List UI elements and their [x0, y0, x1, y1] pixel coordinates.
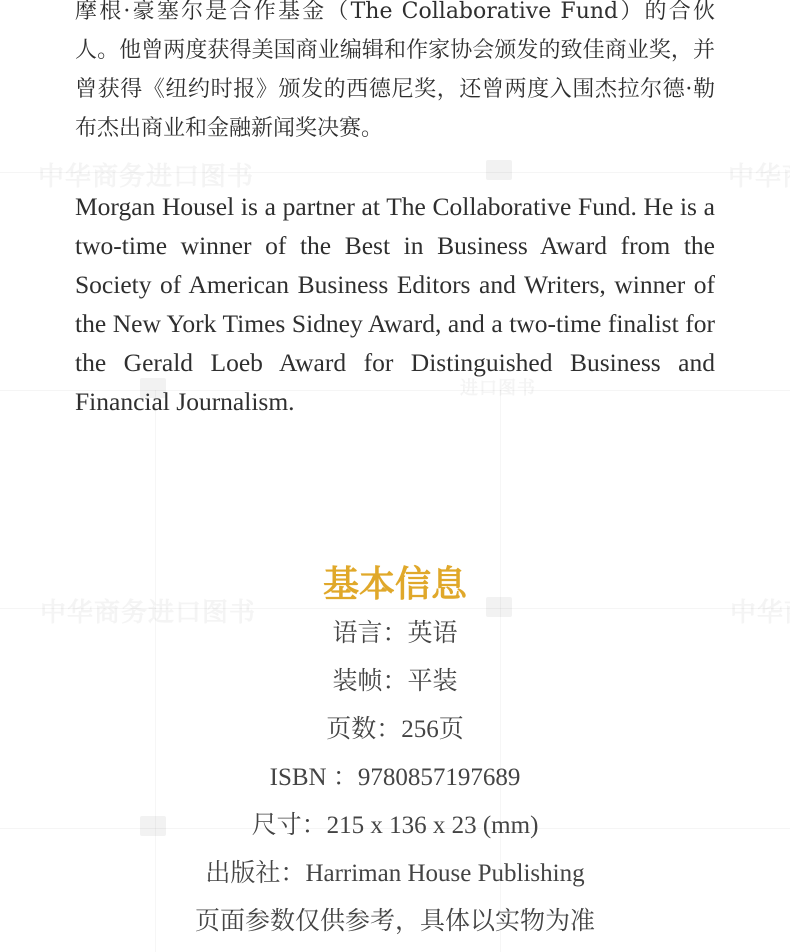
info-row-dimensions — [0, 806, 790, 854]
info-label: 页数： — [326, 716, 402, 743]
basic-info-title: 基本信息 — [322, 563, 467, 605]
info-value: 256页 — [401, 716, 464, 743]
info-label: ISBN ： — [269, 764, 358, 791]
info-row-pages — [0, 710, 790, 758]
info-label: 尺寸： — [251, 812, 327, 839]
info-row-isbn — [0, 758, 790, 806]
info-label: 语言： — [332, 620, 408, 647]
watermark-text — [728, 156, 790, 193]
watermark-logo-icon — [486, 160, 512, 180]
info-label: 出版社： — [205, 860, 306, 887]
info-value: 9780857197689 — [357, 764, 521, 791]
info-row-language — [0, 614, 790, 662]
basic-info-list — [0, 614, 790, 950]
info-value: Harriman House Publishing — [305, 860, 585, 887]
info-value: 平装 — [407, 668, 458, 695]
info-value: 215 x 136 x 23 (mm) — [326, 812, 539, 839]
info-row-binding — [0, 662, 790, 710]
watermark-line — [0, 172, 790, 173]
watermark-line — [0, 608, 790, 609]
info-value: 英语 — [407, 620, 458, 647]
author-bio-english: Morgan Housel is a partner at The Collaborative Fund. He is a two-time winner of the Best in Business Award from the Society of American Business Editors and Writers, winner of the New York Times Sidney Award, and a two-time finalist for the Gerald Loeb Award for Distinguished Business and Financial Journalism. — [75, 192, 715, 416]
author-bio-chinese: 摩根·豪塞尔是合作基金（The Collaborative Fund）的合伙人。他曾两度获得美国商业编辑和作家协会颁发的致佳商业奖，并曾获得《纽约时报》颁发的西德尼奖，还曾两度入围杰拉尔德·勒布杰出商业和金融新闻奖决赛。 — [75, 0, 715, 141]
info-label: 装帧： — [332, 668, 408, 695]
info-note: 页面参数仅供参考，具体以实物为准 — [194, 908, 595, 935]
info-row-publisher — [0, 854, 790, 902]
